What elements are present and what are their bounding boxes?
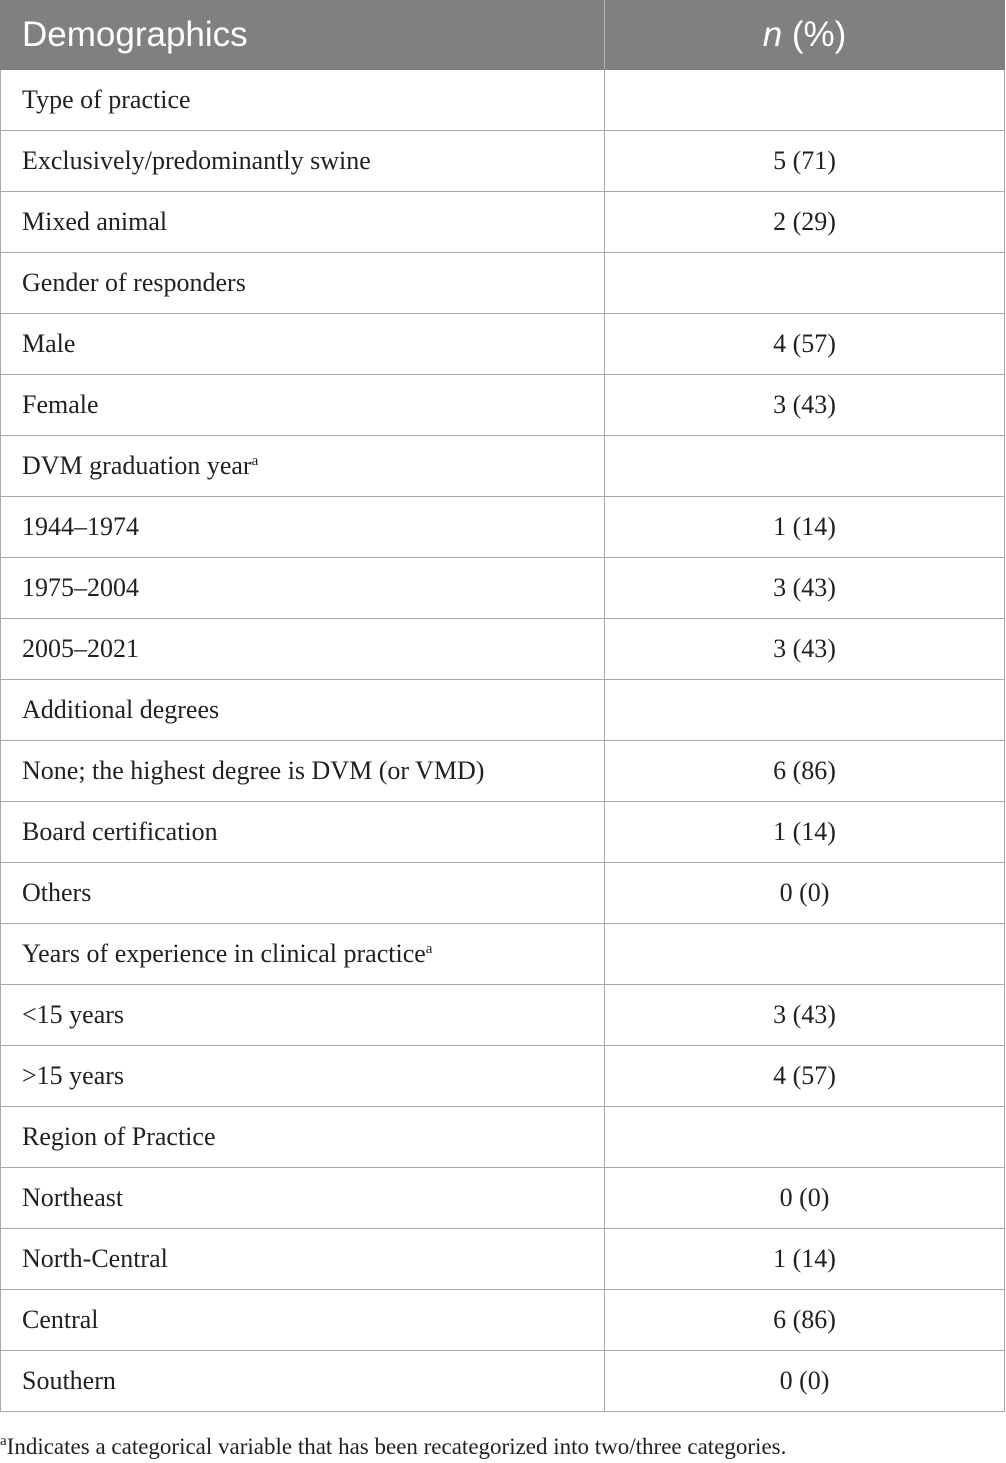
row-value: 0 (0) (605, 1351, 1005, 1412)
row-value: 0 (0) (605, 1168, 1005, 1229)
row-value (605, 924, 1005, 985)
row-label-cell (1, 1351, 605, 1412)
footnote-text: Indicates a categorical variable that has been recategorized into two/three categories. (6, 1434, 787, 1459)
row-value (605, 680, 1005, 741)
row-label: Male (22, 329, 76, 358)
footnote-ref: a (251, 453, 259, 469)
row-value: 1 (14) (605, 497, 1005, 558)
row-label: Additional degrees (22, 695, 220, 724)
row-label-cell (1, 1046, 605, 1107)
row-label-cell (1, 375, 605, 436)
row-value (605, 1107, 1005, 1168)
row-label: DVM graduation year (22, 451, 252, 480)
row-value: 5 (71) (605, 131, 1005, 192)
row-value: 1 (14) (605, 802, 1005, 863)
row-label: <15 years (22, 1000, 125, 1029)
row-label-cell (1, 192, 605, 253)
row-label: 2005–2021 (22, 634, 139, 663)
row-label-cell (1, 1290, 605, 1351)
row-label-cell (1, 1229, 605, 1290)
table-row (1, 1290, 1005, 1351)
table-row (1, 314, 1005, 375)
row-label: Central (22, 1305, 99, 1334)
row-value (605, 253, 1005, 314)
table-body (1, 70, 1005, 1412)
row-label: Female (22, 390, 99, 419)
row-label: Mixed animal (22, 207, 168, 236)
table-row (1, 1168, 1005, 1229)
row-value: 3 (43) (605, 558, 1005, 619)
row-label-cell (1, 314, 605, 375)
header-percent-label: (%) (782, 15, 847, 54)
row-value: 4 (57) (605, 1046, 1005, 1107)
row-label-cell (1, 924, 605, 985)
table-row (1, 558, 1005, 619)
table-row (1, 436, 1005, 497)
row-label-cell (1, 253, 605, 314)
row-label-cell (1, 1107, 605, 1168)
table-row (1, 680, 1005, 741)
row-label: Others (22, 878, 92, 907)
table-row (1, 253, 1005, 314)
table-footnote (0, 1434, 786, 1460)
table-row (1, 802, 1005, 863)
table-row (1, 1046, 1005, 1107)
row-label: Board certification (22, 817, 218, 846)
row-label-cell (1, 436, 605, 497)
table-row (1, 619, 1005, 680)
row-value: 3 (43) (605, 619, 1005, 680)
table-row (1, 131, 1005, 192)
row-label: Region of Practice (22, 1122, 216, 1151)
table-row (1, 863, 1005, 924)
row-label: Exclusively/predominantly swine (22, 146, 371, 175)
footnote-marker: a (0, 1433, 7, 1449)
row-label: None; the highest degree is DVM (or VMD) (22, 756, 485, 785)
row-label-cell (1, 70, 605, 131)
row-label: >15 years (22, 1061, 125, 1090)
row-label-cell (1, 619, 605, 680)
row-label: Years of experience in clinical practice (22, 939, 426, 968)
row-value: 6 (86) (605, 741, 1005, 802)
footnote-ref: a (425, 941, 433, 957)
row-label-cell (1, 558, 605, 619)
header-n-percent (605, 1, 1005, 70)
row-value: 6 (86) (605, 1290, 1005, 1351)
table-row (1, 192, 1005, 253)
row-value: 3 (43) (605, 375, 1005, 436)
row-label-cell (1, 741, 605, 802)
row-value (605, 436, 1005, 497)
row-label: Southern (22, 1366, 116, 1395)
table-row (1, 985, 1005, 1046)
table-header-row (1, 1, 1005, 70)
table-row (1, 924, 1005, 985)
row-value: 4 (57) (605, 314, 1005, 375)
table-row (1, 375, 1005, 436)
row-label: Type of practice (22, 85, 191, 114)
row-label-cell (1, 985, 605, 1046)
table-row (1, 497, 1005, 558)
row-label-cell (1, 680, 605, 741)
row-value (605, 70, 1005, 131)
row-label-cell (1, 1168, 605, 1229)
header-demographics: Demographics (1, 1, 605, 70)
row-label-cell (1, 131, 605, 192)
row-value: 2 (29) (605, 192, 1005, 253)
row-label: 1975–2004 (22, 573, 139, 602)
row-label-cell (1, 802, 605, 863)
row-label: 1944–1974 (22, 512, 139, 541)
table-row (1, 70, 1005, 131)
table-row (1, 741, 1005, 802)
row-label: North-Central (22, 1244, 168, 1273)
header-n-symbol: n (762, 15, 783, 54)
row-value: 0 (0) (605, 863, 1005, 924)
row-label-cell (1, 863, 605, 924)
row-value: 3 (43) (605, 985, 1005, 1046)
row-label: Gender of responders (22, 268, 246, 297)
row-label-cell (1, 497, 605, 558)
table-row (1, 1107, 1005, 1168)
table-row (1, 1229, 1005, 1290)
row-label: Northeast (22, 1183, 124, 1212)
row-value: 1 (14) (605, 1229, 1005, 1290)
table-row (1, 1351, 1005, 1412)
